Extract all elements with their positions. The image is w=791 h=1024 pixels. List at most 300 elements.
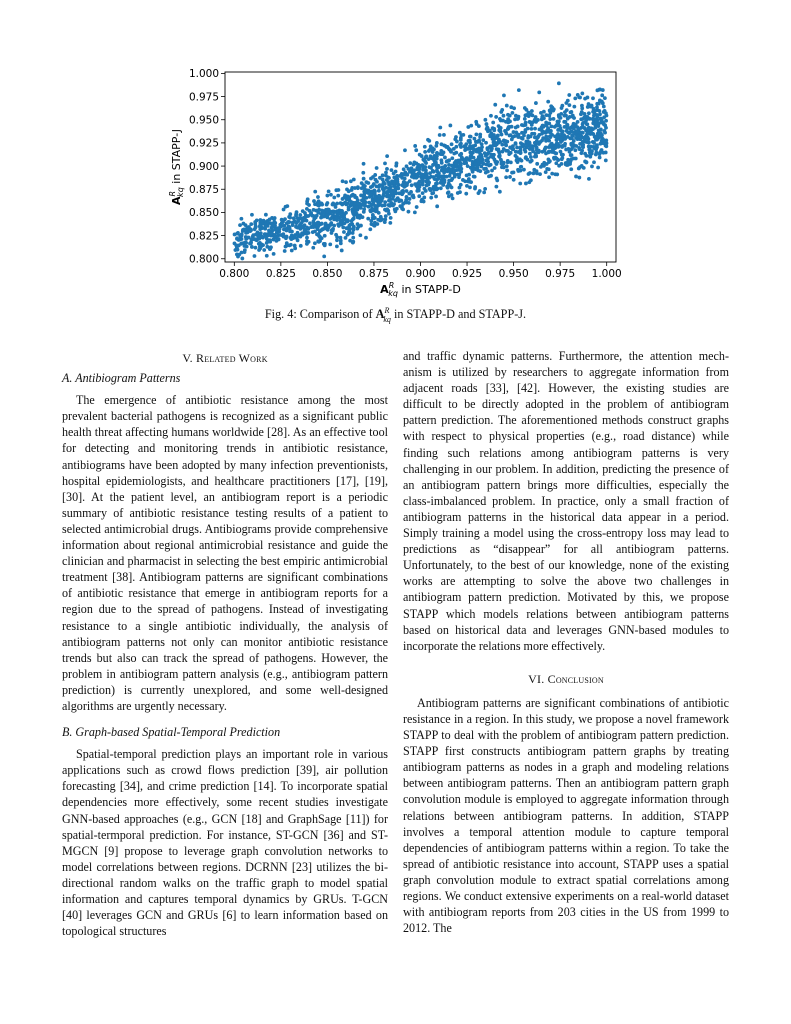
scatter-point [258,225,262,229]
y-tick-label: 0.975 [188,91,219,104]
scatter-point [328,243,332,247]
scatter-point [305,202,309,206]
x-tick-label: 0.825 [265,268,296,280]
scatter-point [329,210,333,214]
scatter-point [514,114,518,118]
scatter-point [550,124,554,128]
scatter-point [567,93,571,97]
points-layer [233,81,609,260]
scatter-point [250,213,254,217]
x-axis-label-sup: R [388,281,395,290]
scatter-point [347,197,351,201]
scatter-point [243,241,247,245]
scatter-point [595,102,599,106]
scatter-point [348,239,352,243]
scatter-point [473,143,477,147]
scatter-point [548,117,552,121]
scatter-point [359,224,363,228]
scatter-point [435,152,439,156]
scatter-point [493,103,497,107]
scatter-point [323,234,327,238]
subsection-heading-graph-prediction: B. Graph-based Spatial-Temporal Prediction [62,725,281,740]
scatter-point [431,163,435,167]
scatter-point [402,185,406,189]
section-number: VI. [528,671,548,686]
scatter-point [574,175,578,179]
scatter-point [333,210,337,214]
scatter-point [550,133,554,137]
scatter-point [550,172,554,176]
scatter-point [385,209,389,213]
scatter-point [603,96,607,100]
scatter-point [592,141,596,145]
scatter-point [526,134,530,138]
scatter-point [556,158,560,162]
scatter-point [262,248,266,252]
scatter-point [601,121,605,125]
scatter-point [519,165,523,169]
scatter-point [440,175,444,179]
scatter-point [369,177,373,181]
scatter-point [387,176,391,180]
left-column [62,348,388,939]
y-tick-label: 1.000 [188,68,219,81]
scatter-point [481,138,485,142]
scatter-point [233,241,237,245]
scatter-point [537,149,541,153]
scatter-point [312,199,316,203]
scatter-point [495,176,499,180]
paragraph-graph-prediction: Spatial-temporal prediction plays an important role in various applications such as crowd flows prediction [39], air pollution forecasting [34], and crime prediction [14]. To incorporate spatial dependencies more effectively, some recent studies investigate GNN-based approaches (e.g., GCN [18] and GraphSage [11]) for spatial-termporal prediction. For instance, ST-GCN [36] and ST-MGCN [9] propose to leverage graph convolution networks to model correlations between regions. DCRNN [23] utilizes the bi-directional random walks on the traffic graph to model spatial information and captures temporal dynamics by GRUs. T-GCN [40] leverages GCN and GRUs [6] to learn information based on topological structures [62,747,388,939]
scatter-point [448,124,452,128]
scatter-point [431,191,435,195]
scatter-point [287,220,291,224]
scatter-point [405,173,409,177]
x-tick-label: 0.975 [545,268,576,280]
scatter-point [312,225,316,229]
scatter-point [362,177,366,181]
scatter-point [569,110,573,114]
scatter-point [510,171,514,175]
scatter-point [553,125,557,129]
y-axis-label-sup: R [168,190,177,197]
scatter-point [423,145,427,149]
section-heading-conclusion [403,671,729,687]
scatter-point [530,123,534,127]
scatter-point [580,164,584,168]
scatter-point [601,138,605,142]
scatter-point [458,159,462,163]
scatter-point [340,249,344,253]
scatter-point [350,186,354,190]
scatter-point [269,245,273,249]
scatter-point [563,142,567,146]
scatter-point [283,249,287,253]
scatter-point [575,129,579,133]
scatter-point [496,148,500,152]
x-tick-label: 0.850 [312,268,343,280]
section-heading-related-work [62,350,388,366]
scatter-point [485,127,489,131]
scatter-point [312,217,316,221]
scatter-point [340,203,344,207]
scatter-point [290,236,294,240]
y-axis-label-main: A [170,196,183,206]
scatter-point [499,158,503,162]
scatter-point [583,152,587,156]
scatter-point [500,143,504,147]
scatter-point [446,186,450,190]
scatter-point [362,210,366,214]
scatter-point [459,138,463,142]
scatter-point [401,189,405,193]
scatter-point [502,147,506,151]
scatter-point [251,233,255,237]
scatter-point [591,110,595,114]
scatter-point [290,249,294,253]
scatter-point [591,132,595,136]
scatter-point [311,230,315,234]
scatter-point [529,155,533,159]
scatter-point [340,209,344,213]
scatter-point [527,180,531,184]
scatter-point [439,152,443,156]
scatter-point [457,164,461,168]
scatter-point [530,109,534,113]
scatter-point [440,142,444,146]
scatter-point [381,187,385,191]
scatter-point [283,217,287,221]
scatter-point [334,233,338,237]
scatter-point [243,244,247,248]
scatter-point [595,137,599,141]
scatter-point [522,123,526,127]
scatter-point [598,99,602,103]
scatter-point [522,168,526,172]
scatter-point [435,187,439,191]
scatter-point [560,157,564,161]
scatter-point [369,204,373,208]
scatter-point [557,81,561,85]
caption-sup: R [384,306,390,315]
scatter-point [238,223,242,227]
scatter-point [596,132,600,136]
scatter-point [568,115,572,119]
scatter-point [263,225,267,229]
scatter-point [588,154,592,158]
scatter-point [559,150,563,154]
scatter-point [560,162,564,166]
x-axis-label-rest: in STAPP-D [397,283,461,296]
caption-math: A [375,307,385,322]
scatter-point [587,141,591,145]
scatter-point [427,157,431,161]
scatter-point [434,144,438,148]
scatter-point [386,194,390,198]
scatter-point [336,194,340,198]
scatter-point [538,140,542,144]
scatter-point [299,244,303,248]
scatter-point [371,184,375,188]
scatter-point [594,153,598,157]
scatter-point [522,144,526,148]
scatter-point [325,213,329,217]
scatter-point [352,216,356,220]
scatter-point [552,117,556,121]
scatter-point [258,218,262,222]
scatter-point [433,177,437,181]
scatter-point [372,224,376,228]
scatter-point [551,109,555,113]
scatter-point [339,242,343,246]
scatter-point [512,106,516,110]
scatter-point [288,229,292,233]
scatter-point [595,145,599,149]
scatter-point [421,178,425,182]
scatter-point [430,147,434,151]
scatter-point [591,117,595,121]
scatter-point [410,194,414,198]
y-axis-label-rest: in STAPP-J [170,128,183,188]
scatter-point [516,133,520,137]
scatter-point [604,159,608,163]
scatter-point [334,188,338,192]
x-axis-label [380,281,461,298]
scatter-point [503,129,507,133]
scatter-point [259,231,263,235]
scatter-point [429,196,433,200]
scatter-point [254,238,258,242]
scatter-point [424,175,428,179]
scatter-point [317,240,321,244]
paragraph-antibiogram-patterns: The emergence of antibiotic resistance among the most prevalent bacterial pathogens is recognized as a significant public health threat affecting humans worldwide [28]. As an effective tool for detecting and monitoring trends in antibiotic resistance, antibiograms have been adopted by many infection preventionists, hospital epidemiologists, and healthcare practitioners [17], [19], [30]. At the patient level, an antibiogram report is a periodic summary of antibiotic resistance testing results of a patient to selected antimicrobial drugs. Antibiograms provide comprehensive information about regional antimicrobial resistance and guide the clinician and pharmacist in selecting the best empiric antimicrobial treatment [38]. Antibiogram patterns are significant combinations of antibiotic resistance that emerge in antibiogram reports for a region due to the spread of pathogens. Instead of investigating resistance to a single antibiotic individually, the analysis of antibiogram patterns not only can monitor antibiotic resistance trends but also can track the spread of pathogens. However, the problem in antibiogram pattern analysis (e.g., antibiogram pattern prediction) is currently unexplored, and some well-designed algorithms are urgently necessary. [62,393,388,713]
scatter-point [379,218,383,222]
scatter-point [526,127,530,131]
scatter-point [491,144,495,148]
scatter-point [339,236,343,240]
scatter-point [374,205,378,209]
scatter-figure [168,64,628,304]
scatter-point [361,202,365,206]
scatter-point [399,199,403,203]
scatter-point [543,147,547,151]
scatter-point [388,221,392,225]
scatter-point [420,154,424,158]
scatter-point [305,232,309,236]
scatter-point [479,165,483,169]
y-tick-label: 0.850 [188,207,219,220]
scatter-point [602,105,606,109]
scatter-point [346,218,350,222]
scatter-point [396,177,400,181]
scatter-point [505,104,509,108]
scatter-point [305,226,309,230]
scatter-point [572,105,576,109]
scatter-point [243,248,247,252]
scatter-point [393,188,397,192]
scatter-point [334,216,338,220]
scatter-point [324,208,328,212]
scatter-point [351,236,355,240]
scatter-point [598,152,602,156]
scatter-point [557,113,561,117]
scatter-point [431,169,435,173]
scatter-point [544,137,548,141]
scatter-point [562,120,566,124]
scatter-point [383,161,387,165]
scatter-point [514,126,518,130]
scatter-point [237,253,241,257]
scatter-point [462,161,466,165]
scatter-point [463,179,467,183]
scatter-point [568,160,572,164]
scatter-point [468,139,472,143]
scatter-point [398,204,402,208]
scatter-point [597,109,601,113]
scatter-point [389,185,393,189]
scatter-point [546,100,550,104]
x-tick-label: 0.950 [498,268,529,280]
scatter-point [492,135,496,139]
scatter-point [604,111,608,115]
scatter-point [349,200,353,204]
scatter-point [599,142,603,146]
scatter-point [587,177,591,181]
scatter-point [520,159,524,163]
scatter-point [503,140,507,144]
scatter-point [324,222,328,226]
scatter-point [571,143,575,147]
scatter-point [372,215,376,219]
scatter-point [387,199,391,203]
scatter-point [368,193,372,197]
scatter-point [238,238,242,242]
scatter-point [530,132,534,136]
scatter-point [518,182,522,186]
scatter-point [265,254,269,258]
y-axis-label [168,129,185,205]
scatter-point [555,134,559,138]
scatter-point [316,221,320,225]
scatter-point [450,156,454,160]
scatter-point [507,119,511,123]
scatter-point [415,189,419,193]
scatter-point [519,141,523,145]
scatter-point [509,133,513,137]
scatter-point [256,235,260,239]
scatter-point [459,142,463,146]
scatter-point [371,199,375,203]
scatter-point [270,232,274,236]
scatter-point [360,181,364,185]
scatter-point [412,160,416,164]
scatter-point [235,232,239,236]
scatter-point [592,160,596,164]
scatter-point [426,138,430,142]
scatter-point [524,108,528,112]
scatter-point [493,158,497,162]
x-tick-label: 0.900 [405,268,436,280]
scatter-point [328,217,332,221]
y-tick-label: 0.800 [188,253,219,266]
scatter-point [262,219,266,223]
scatter-point [344,211,348,215]
scatter-point [364,236,368,240]
scatter-point [453,169,457,173]
scatter-point [519,146,523,150]
scatter-point [241,229,245,233]
scatter-point [568,103,572,107]
x-tick-label: 1.000 [591,268,622,280]
scatter-point [423,150,427,154]
scatter-point [386,180,390,184]
scatter-point [400,172,404,176]
scatter-point [367,189,371,193]
scatter-point [585,160,589,164]
scatter-point [523,117,527,121]
scatter-point [353,195,357,199]
scatter-point [415,205,419,209]
scatter-point [381,177,385,181]
scatter-point [466,125,470,129]
scatter-point [479,158,483,162]
scatter-point [439,186,443,190]
scatter-point [285,204,289,208]
scatter-point [313,241,317,245]
scatter-point [547,175,551,179]
scatter-point [325,203,329,207]
scatter-point [371,209,375,213]
scatter-point [250,245,254,249]
scatter-point [574,144,578,148]
scatter-point [240,257,244,261]
scatter-point [492,127,496,131]
scatter-point [569,167,573,171]
scatter-point [452,165,456,169]
scatter-point [264,234,268,238]
scatter-point [395,161,399,165]
scatter-point [256,230,260,234]
scatter-point [483,167,487,171]
scatter-point [504,120,508,124]
scatter-point [405,189,409,193]
scatter-point [421,191,425,195]
scatter-point [473,137,477,141]
scatter-point [282,235,286,239]
paragraph-graph-prediction-continued: and traffic dynamic patterns. Furthermore, the attention mechanism is utilized by researchers to aggregate information from adjacent roads [33], [42]. However, the existing studies are difficult to be directly adopted in the problem of antibiogram pattern prediction. The aforementioned methods construct graphs with respect to physical properties (e.g., road distance) while finding such relations among antibiogram patterns is very challenging in our problem. In addition, predicting the presence of an antibiogram pattern brings more difficulties, especially the class-imbalanced problem. In practice, only a small fraction of antibiogram patterns in the historical data appear in a period. Simply training a model using the cross-entropy loss may lead to predictions as “disappear” for all antibiogram patterns. Unfortunately, to the best of our knowledge, none of the existing works are attempting to solve the above two challenges in antibiogram pattern prediction. Motivated by this, we propose STAPP which models relations between antibiogram patterns based on historical data and leverages GNN-based modules to incorporate the relations more effectively. [403,349,729,653]
y-axis-label-sub: kq [176,187,185,197]
scatter-point [407,210,411,214]
scatter-point [555,138,559,142]
scatter-point [305,242,309,246]
scatter-point [450,177,454,181]
y-tick-label: 0.900 [188,160,219,173]
scatter-point [447,195,451,199]
scatter-point [533,141,537,145]
scatter-point [487,164,491,168]
scatter-point [443,156,447,160]
scatter-point [581,145,585,149]
scatter-point [272,252,276,256]
scatter-point [578,147,582,151]
scatter-point [452,147,456,151]
scatter-point [397,191,401,195]
scatter-point [573,148,577,152]
scatter-point [494,185,498,189]
scatter-point [577,176,581,180]
scatter-point [390,168,394,172]
scatter-point [499,110,503,114]
